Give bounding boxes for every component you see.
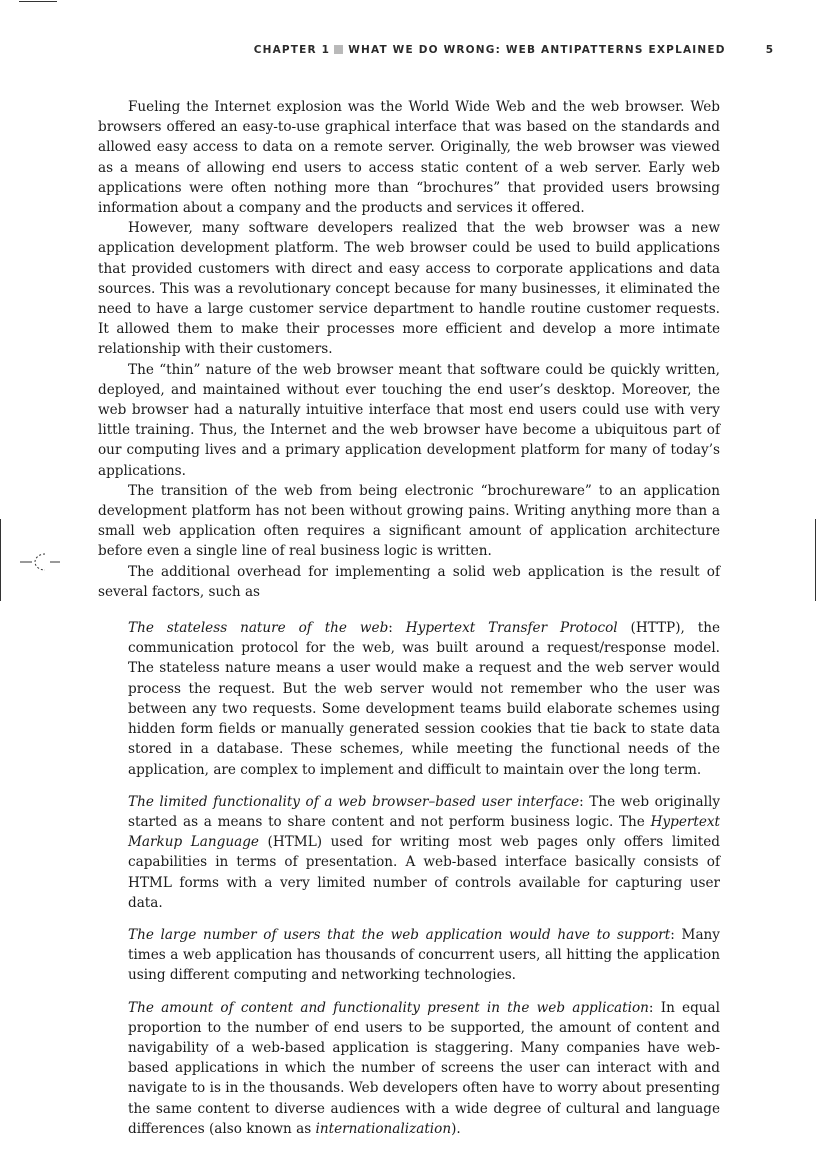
factor-lead: The amount of content and functionality present in the web application xyxy=(128,999,649,1016)
factor-term: Hypertext Transfer Protocol xyxy=(405,620,618,637)
paragraph: The “thin” nature of the web browser meant that software could be quickly written, deployed, and maintained without ever touching the end user’s desktop. Moreover, the web browser had a naturally intuitive interface that most end users could use with very little training. Thus, the Internet and the web browser have become a ubiquitous part of our computing lives and a primary application development platform for many of today’s applications. xyxy=(98,361,720,479)
chapter-title: WHAT WE DO WRONG: WEB ANTIPATTERNS EXPLAINED xyxy=(348,44,726,56)
factor-term: internationalization xyxy=(315,1120,452,1137)
crop-mark-left xyxy=(0,519,1,601)
paragraph: The additional overhead for implementing a solid web application is the result of several factors, such as xyxy=(98,563,720,600)
separator-square-icon xyxy=(334,45,343,54)
factor-item: The amount of content and functionality present in the web application: In equal proportion to the number of end users to be supported, the amount of content and navigability of a web-based application is staggering. Many companies have web-based applications in which the number of screens the user can interact with and navigate to is in the thousands. Web developers often have to worry about presenting the same content to diverse audiences with a wide degree of cultural and language differences (also known as internationalization). xyxy=(128,999,721,1137)
factor-lead: The limited functionality of a web browser–based user interface xyxy=(128,793,580,810)
factor-term: Hypertext Markup Language xyxy=(128,813,720,851)
running-header xyxy=(98,44,773,58)
chapter-label: CHAPTER 1 xyxy=(253,44,331,56)
factor-item: The stateless nature of the web: Hypertext Transfer Protocol (HTTP), the communication protocol for the web, was built around a request/response model. The stateless nature means a user would make a request and the web server would process the request. But the web server would not remember who the user was between any two requests. Some development teams build elaborate schemes using hidden form fields or manually generated session cookies that tie back to state data stored in a database. These schemes, while meeting the functional needs of the application, are complex to implement and difficult to maintain over the long term. xyxy=(128,620,720,778)
factor-list xyxy=(128,618,720,1139)
page-number: 5 xyxy=(765,44,773,56)
body-text xyxy=(98,97,720,1151)
factor-lead: The large number of users that the web application would have to support xyxy=(128,926,671,943)
factor-item: The limited functionality of a web browser–based user interface: The web originally started as a means to share content and not perform business logic. The Hypertext Markup Language (HTML) used for writing most web pages only offers limited capabilities in terms of presentation. A web-based interface basically consists of HTML forms with a very limited number of controls available for capturing user data. xyxy=(128,793,720,911)
paragraph: However, many software developers realized that the web browser was a new application development platform. The web browser could be used to build applications that provided customers with direct and easy access to corporate applications and data sources. This was a revolutionary concept because for many businesses, it eliminated the need to have a large customer service department to handle routine customer requests. It allowed them to make their processes more efficient and develop a more intimate relationship with their customers. xyxy=(98,220,720,358)
paragraph: Fueling the Internet explosion was the World Wide Web and the web browser. Web browsers offered an easy-to-use graphical interface that was based on the standards and allowed easy access to data on a remote server. Originally, the web browser was viewed as a means of allowing end users to access static content of a web server. Early web applications were often nothing more than “brochures” that provided users browsing information about a company and the products and services it offered. xyxy=(98,99,720,217)
paragraph: The transition of the web from being electronic “brochureware” to an application development platform has not been without growing pains. Writing anything more than a small web application often requires a significant amount of application architecture before even a single line of real business logic is written. xyxy=(98,482,720,560)
registration-mark-icon xyxy=(20,551,60,573)
factor-lead: The stateless nature of the web xyxy=(128,620,389,637)
crop-mark-top xyxy=(19,1,57,2)
factor-item: The large number of users that the web application would have to support: Many times a web application has thousands of concurrent users, all hitting the application using different computing and networking technologies. xyxy=(128,926,720,984)
